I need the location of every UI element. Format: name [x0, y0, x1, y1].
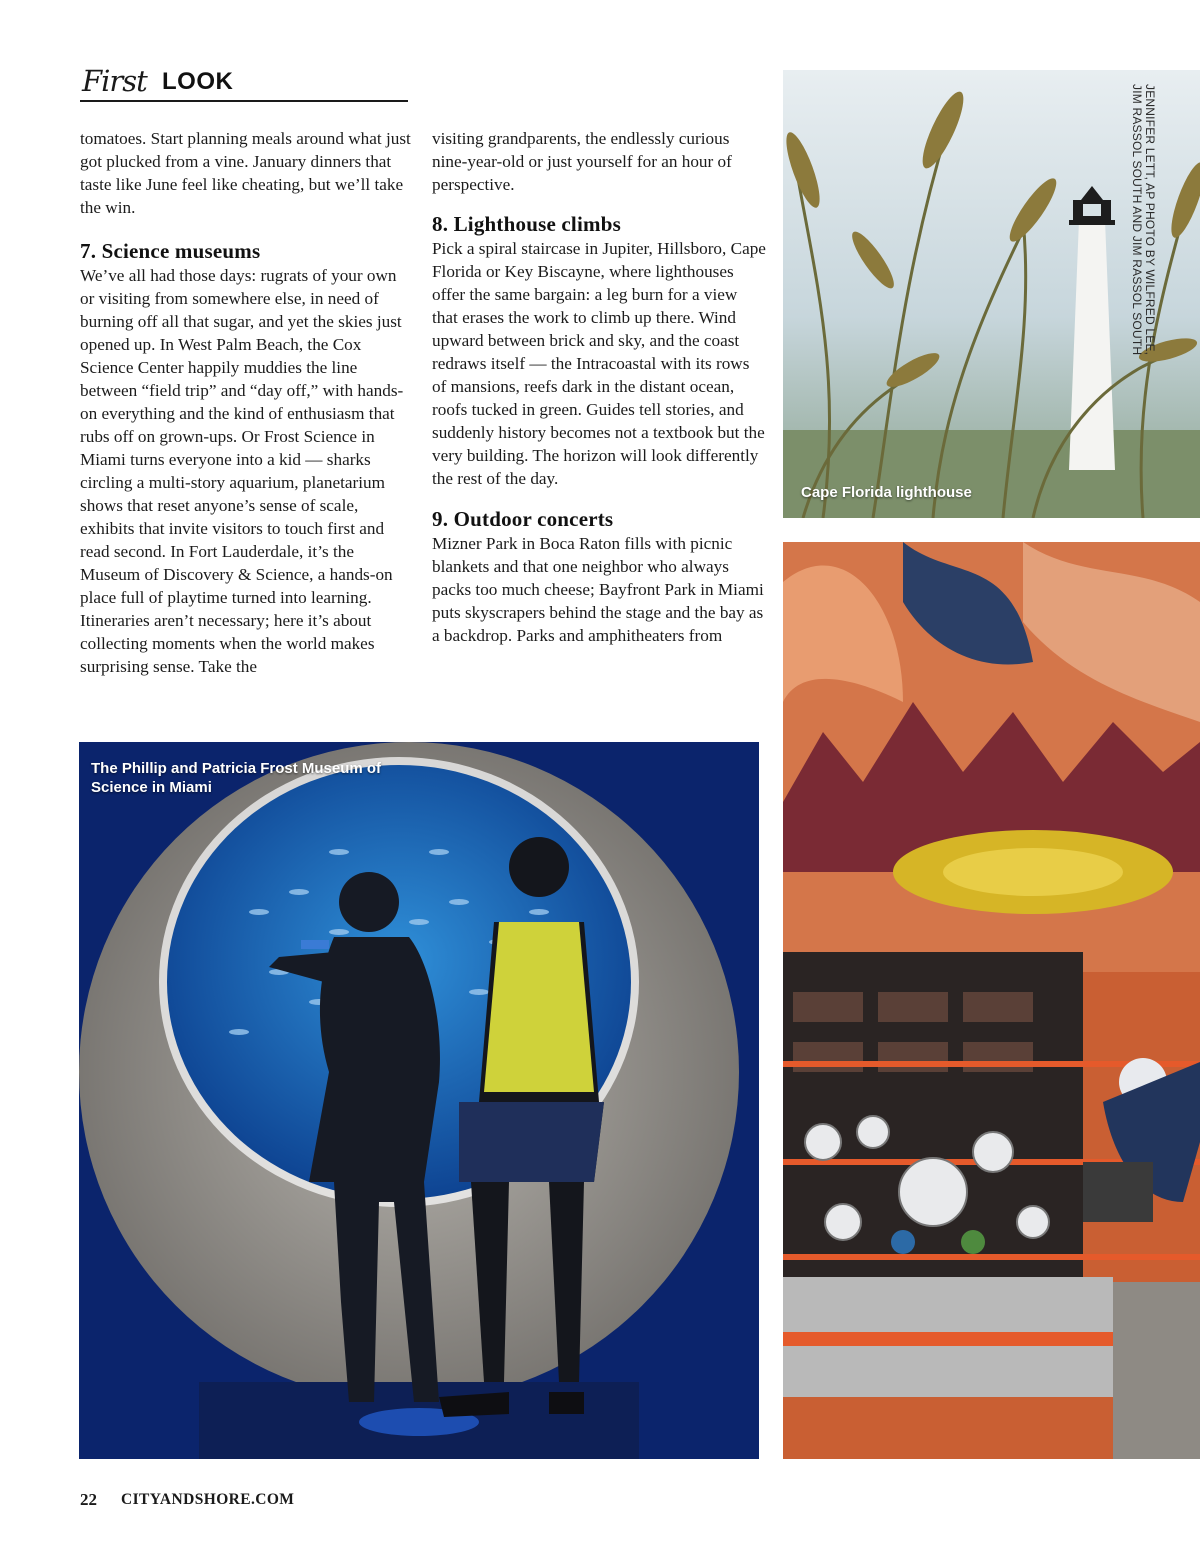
section-header-word: LOOK — [162, 68, 234, 95]
paragraph-intro: tomatoes. Start planning meals around what just got plucked from a vine. January dinners that taste like June feel like cheating, but we’ll take the win. — [80, 129, 411, 217]
page-number: 22 — [80, 1490, 97, 1509]
paragraph-science-museums: We’ve all had those days: rugrats of your own or visiting from somewhere else, in need of burning off all that sugar, and yet the skies just opened up. In West Palm Beach, the Cox Science Center happily muddies the line between “field trip” and “day off,” with hands-on everything and the kind of enthusiasm that rubs off on grown-ups. Or Frost Science in Miami turns everyone into a kid — sharks circling a multi-story aquarium, planetarium shows that reset anyone’s sense of scale, exhibits that invite visitors to touch first and read second. In Fort Lauderdale, it’s the Museum of Discovery & Science, a hands-on place full of playtime turned into learning. Itineraries aren’t necessary; here it’s about collecting moments when the world makes surprising sense. Take the — [80, 266, 404, 676]
photo-credit — [1130, 84, 1157, 374]
text-column-left — [80, 127, 414, 678]
text-column-right — [432, 127, 766, 647]
mural-painter-photo — [783, 542, 1200, 1459]
heading-lighthouse-climbs: 8. Lighthouse climbs — [432, 212, 621, 236]
paragraph-outdoor-concerts: Mizner Park in Boca Raton fills with picnic blankets and that one neighbor who always packs too much cheese; Bayfront Park in Miami puts skyscrapers behind the stage and the bay as a backdrop. Parks and amphitheaters from — [432, 534, 764, 645]
aquarium-illustration — [79, 742, 759, 1459]
heading-outdoor-concerts: 9. Outdoor concerts — [432, 507, 614, 531]
paragraph-continued: visiting grandparents, the endlessly curious nine-year-old or just yourself for an hour of perspective. — [432, 129, 732, 194]
museum-aquarium-photo — [79, 742, 759, 1459]
museum-caption: The Phillip and Patricia Frost Museum of Science in Miami — [91, 760, 382, 796]
section-header-script: First — [82, 64, 147, 98]
section-header — [80, 62, 408, 102]
mural-illustration — [783, 542, 1200, 1459]
heading-science-museums: 7. Science museums — [80, 239, 261, 263]
footer-site: CITYANDSHORE.COM — [121, 1491, 295, 1508]
paragraph-lighthouse-climbs: Pick a spiral staircase in Jupiter, Hillsboro, Cape Florida or Key Biscayne, where lighthouses offer the same bargain: a leg burn for a view that erases the work to climb up there. Wind upward between brick and sky, and the coast redraws itself — the Intracoastal with its rows of mansions, reefs dark in the distant ocean, roofs tucked in green. Guides tell stories, and suddenly history becomes not a textbook but the very building. The horizon will look differently the rest of the day. — [432, 239, 766, 488]
photo-credit-text: JENNIFER LETT, AP PHOTO BY WILFRED LEE, JIM RASSOL SOUTH AND JIM RASSOL SOUTH — [1130, 84, 1157, 356]
lighthouse-caption: Cape Florida lighthouse — [801, 484, 972, 501]
